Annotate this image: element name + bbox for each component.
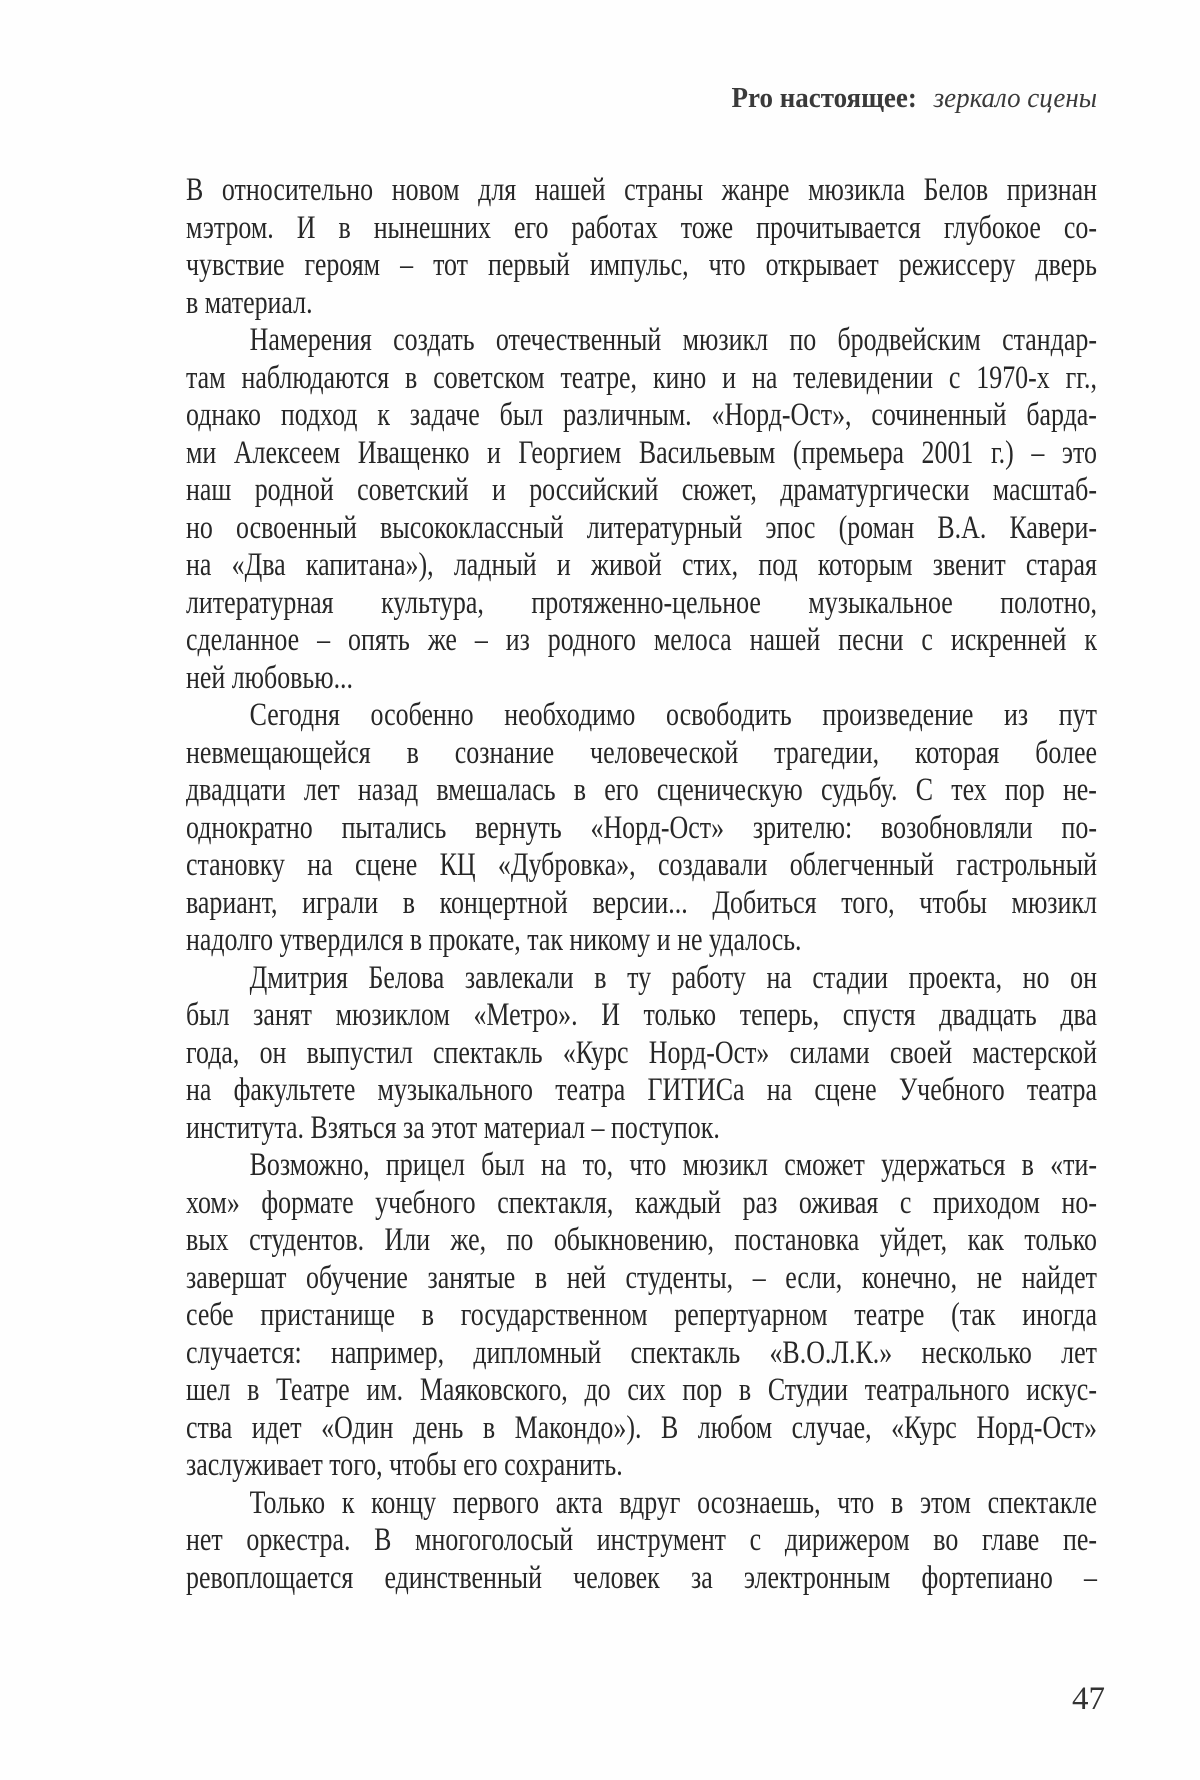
text-line: себе пристанище в государственном репертуарном театре (так иногда	[186, 1297, 1097, 1333]
text-line: нет оркестра. В многоголосый инструмент с дирижером во главе пе-	[186, 1522, 1097, 1558]
text-line: однако подход к задаче был различным. «Норд-Ост», сочиненный барда-	[186, 397, 1097, 433]
text-line: института. Взяться за этот материал – поступок.	[186, 1109, 720, 1146]
running-header-title: Pro настоящее:	[731, 82, 917, 114]
running-header	[731, 84, 1097, 113]
text-line: шел в Театре им. Маяковского, до сих пор в Студии театрального искус-	[186, 1372, 1097, 1408]
body-text	[186, 172, 1097, 1597]
text-line: был занят мюзиклом «Метро». И только теперь, спустя двадцать два	[186, 997, 1097, 1033]
paragraph	[186, 172, 1097, 322]
text-line: В относительно новом для нашей страны жанре мюзикла Белов признан	[186, 172, 1097, 208]
paragraph	[186, 960, 1097, 1148]
paragraph	[186, 697, 1097, 960]
text-line: невмещающейся в сознание человеческой трагедии, которая более	[186, 734, 1097, 771]
text-line: двадцати лет назад вмешалась в его сценическую судьбу. С тех пор не-	[186, 772, 1097, 808]
text-line: на факультете музыкального театра ГИТИСа на сцене Учебного театра	[186, 1072, 1097, 1108]
text-line: наш родной советский и российский сюжет, драматургически масштаб-	[186, 472, 1097, 508]
text-line: Намерения создать отечественный мюзикл по бродвейским стандар-	[249, 322, 1097, 358]
text-line: вых студентов. Или же, по обыкновению, постановка уйдет, как только	[186, 1222, 1097, 1258]
text-line: Дмитрия Белова завлекали в ту работу на стадии проекта, но он	[249, 959, 1097, 996]
text-line: хом» формате учебного спектакля, каждый раз оживая с приходом но-	[186, 1184, 1097, 1221]
paragraph	[186, 1485, 1097, 1598]
text-line: чувствие героям – тот первый импульс, что открывает режиссеру дверь	[186, 247, 1097, 283]
text-line: мэтром. И в нынешних его работах тоже прочитывается глубокое со-	[186, 209, 1097, 246]
text-line: случается: например, дипломный спектакль «В.О.Л.К.» несколько лет	[186, 1334, 1097, 1371]
text-line: в материал.	[186, 284, 313, 321]
text-line: однократно пытались вернуть «Норд-Ост» зрителю: возобновляли по-	[186, 809, 1097, 846]
text-line: Возможно, прицел был на то, что мюзикл сможет удержаться в «ти-	[249, 1147, 1097, 1183]
page-number: 47	[1072, 1681, 1105, 1717]
paragraph	[186, 322, 1097, 697]
running-header-subtitle: зеркало сцены	[933, 82, 1097, 114]
text-line: ней любовью...	[186, 659, 354, 696]
text-line: Сегодня особенно необходимо освободить произведение из пут	[249, 697, 1097, 733]
text-line: ства идет «Один день в Макондо»). В любом случае, «Курс Норд-Ост»	[186, 1409, 1097, 1446]
text-line: там наблюдаются в советском театре, кино и на телевидении с 1970-х гг.,	[186, 359, 1097, 396]
text-line: Только к концу первого акта вдруг осознаешь, что в этом спектакле	[249, 1484, 1097, 1521]
text-line: заслуживает того, чтобы его сохранить.	[186, 1447, 623, 1483]
text-line: становку на сцене КЦ «Дубровка», создавали облегченный гастрольный	[186, 847, 1097, 883]
text-line: ми Алексеем Иващенко и Георгием Васильевым (премьера 2001 г.) – это	[186, 434, 1097, 471]
text-line: года, он выпустил спектакль «Курс Норд-Ост» силами своей мастерской	[186, 1034, 1097, 1071]
text-line: литературная культура, протяженно-цельное музыкальное полотно,	[186, 584, 1097, 621]
text-line: вариант, играли в концертной версии... Добиться того, чтобы мюзикл	[186, 884, 1097, 921]
text-line: надолго утвердился в прокате, так никому и не удалось.	[186, 922, 802, 958]
text-line: сделанное – опять же – из родного мелоса нашей песни с искренней к	[186, 622, 1097, 658]
text-line: на «Два капитана»), ладный и живой стих, под которым звенит старая	[186, 547, 1097, 583]
text-line: ревоплощается единственный человек за электронным фортепиано –	[186, 1559, 1097, 1596]
paragraph	[186, 1147, 1097, 1485]
text-line: но освоенный высококлассный литературный эпос (роман В.А. Кавери-	[186, 509, 1097, 546]
text-line: завершат обучение занятые в ней студенты, – если, конечно, не найдет	[186, 1259, 1097, 1296]
